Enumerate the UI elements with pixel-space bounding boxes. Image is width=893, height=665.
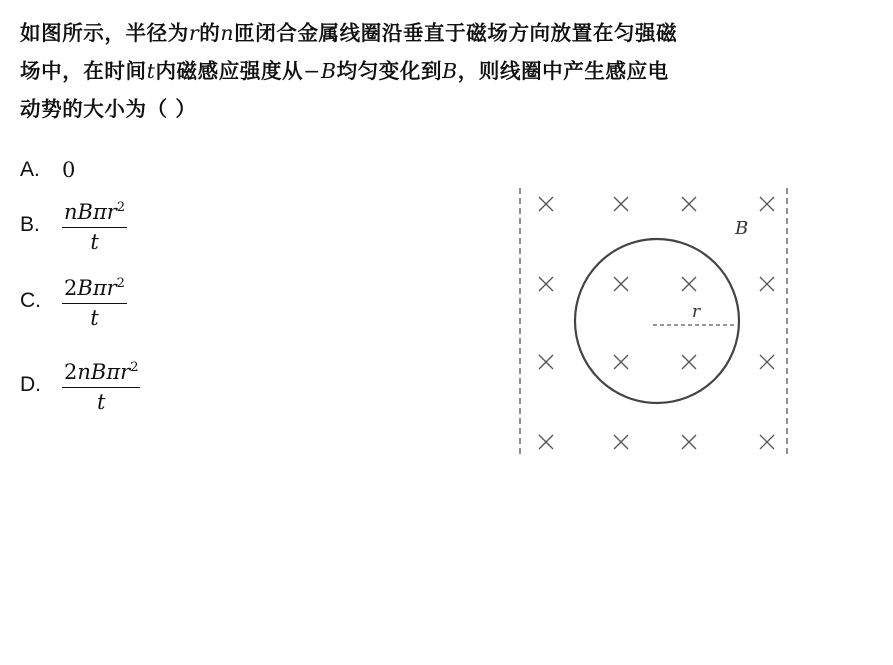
- field-variable: B: [320, 59, 337, 83]
- field-cross-icon: [760, 197, 774, 211]
- question-text: 动势的大小为（ ）: [20, 97, 197, 121]
- option-label: B.: [20, 213, 40, 236]
- field-cross-icon: [760, 355, 774, 369]
- fraction-denominator: t: [97, 390, 106, 414]
- turns-variable: n: [220, 21, 235, 45]
- fraction: [62, 196, 127, 254]
- question-text: 匝闭合金属线圈沿垂直于磁场方向放置在匀强磁: [234, 21, 678, 45]
- minus-sign: −: [303, 59, 321, 83]
- field-cross-icon: [682, 197, 696, 211]
- radius-label: r: [692, 302, 701, 322]
- fraction-denominator: t: [90, 230, 99, 254]
- question-text: ，则线圈中产生感应电: [457, 59, 669, 83]
- field-label: B: [735, 218, 749, 239]
- field-cross-icon: [760, 277, 774, 291]
- fraction-denominator: t: [90, 306, 99, 330]
- fraction: [62, 356, 140, 414]
- magnetic-field-figure: [505, 180, 805, 470]
- option-label: A.: [20, 158, 40, 181]
- field-cross-icon: [682, 355, 696, 369]
- option-label: C.: [20, 289, 41, 312]
- radius-variable: r: [188, 21, 200, 45]
- field-cross-icon: [614, 197, 628, 211]
- field-cross-icon: [614, 355, 628, 369]
- option-a[interactable]: [20, 158, 75, 182]
- time-variable: t: [146, 59, 156, 83]
- field-cross-icon: [539, 355, 553, 369]
- question-line-1: [20, 14, 882, 52]
- option-d[interactable]: [20, 356, 140, 414]
- question-text: 如图所示，半径为: [20, 21, 189, 45]
- fraction-numerator: nBπr$^2$: [62, 196, 127, 228]
- field-cross-icon: [760, 435, 774, 449]
- option-b[interactable]: [20, 196, 127, 254]
- fraction-numerator: 2nBπr$^2$: [62, 356, 140, 388]
- field-cross-icon: [614, 435, 628, 449]
- fraction: [62, 272, 127, 330]
- option-label: D.: [20, 373, 41, 396]
- question-stem: [20, 14, 882, 128]
- option-c[interactable]: [20, 272, 127, 330]
- field-variable: B: [442, 59, 458, 83]
- field-cross-icon: [614, 277, 628, 291]
- option-value: 0: [62, 158, 76, 182]
- question-line-2: [20, 52, 882, 90]
- fraction-numerator: 2Bπr$^2$: [62, 272, 127, 304]
- field-cross-icon: [682, 435, 696, 449]
- field-cross-icon: [539, 197, 553, 211]
- question-text: 的: [199, 21, 221, 45]
- question-text: 均匀变化到: [336, 59, 443, 83]
- coil-circle: [575, 239, 739, 403]
- field-cross-icon: [539, 435, 553, 449]
- question-text: 场中，在时间: [20, 59, 147, 83]
- question-text: 内磁感应强度从: [155, 59, 304, 83]
- field-cross-icon: [682, 277, 696, 291]
- field-cross-icon: [539, 277, 553, 291]
- question-line-3: [20, 90, 882, 128]
